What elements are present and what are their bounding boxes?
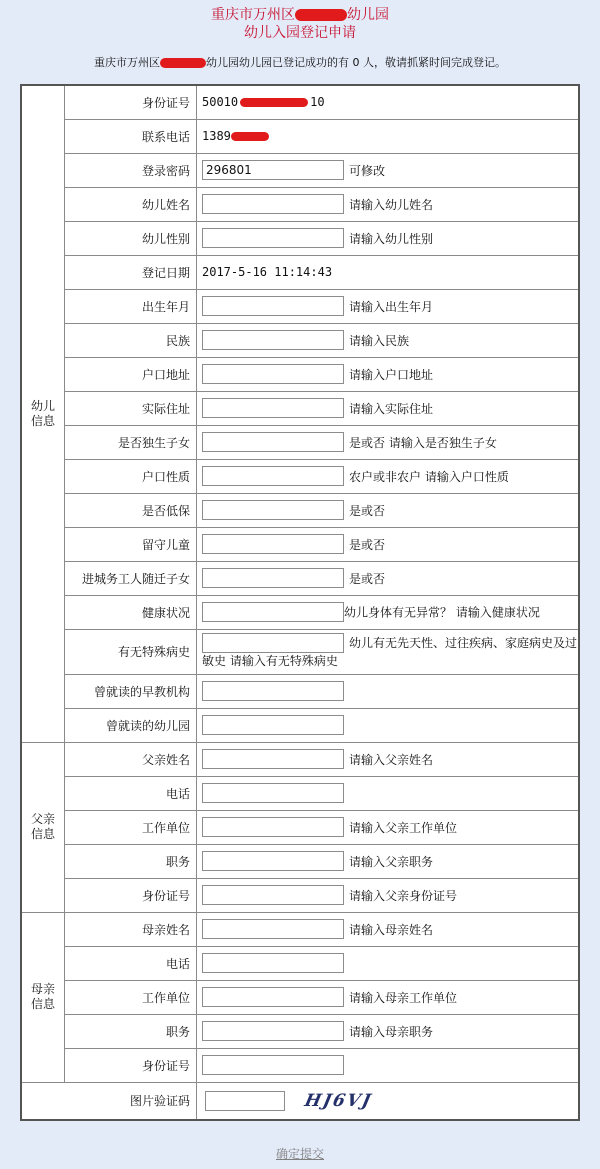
- field-hint: 请输入母亲职务: [349, 1024, 434, 1039]
- field-label: 幼儿姓名: [65, 187, 197, 221]
- form-row: [21, 980, 579, 1014]
- field-label: 联系电话: [65, 119, 197, 153]
- field-hint: 敏史 请输入有无特殊病史: [202, 654, 338, 668]
- field-hint: 请输入父亲姓名: [349, 752, 434, 767]
- field-hint: 幼儿身体有无异常？ 请输入健康状况: [344, 605, 540, 620]
- birth-date-input[interactable]: [202, 296, 344, 316]
- actual-address-input[interactable]: [202, 398, 344, 418]
- field-hint: 请输入幼儿姓名: [349, 197, 434, 212]
- disease-history-input[interactable]: [202, 633, 344, 653]
- field-label: 曾就读的幼儿园: [65, 708, 197, 742]
- form-row: [21, 1014, 579, 1048]
- left-behind-input[interactable]: [202, 534, 344, 554]
- field-label: 工作单位: [65, 980, 197, 1014]
- page-subtitle: 幼儿入园登记申请: [244, 25, 356, 41]
- mother-work-input[interactable]: [202, 987, 344, 1007]
- child-gender-input[interactable]: [202, 228, 344, 248]
- father-position-input[interactable]: [202, 851, 344, 871]
- form-row: [21, 119, 579, 153]
- field-hint: 请输入户口地址: [349, 367, 434, 382]
- redaction-mark: [295, 9, 347, 21]
- field-hint: 幼儿有无先天性、过往疾病、家庭病史及过: [349, 635, 578, 650]
- form-row: [21, 844, 579, 878]
- field-label: 进城务工人随迁子女: [65, 561, 197, 595]
- field-label: 户口性质: [65, 459, 197, 493]
- field-label: 身份证号: [65, 878, 197, 912]
- title-text-part1: 重庆市万州区: [211, 7, 295, 23]
- form-row: [21, 708, 579, 742]
- form-row: [21, 221, 579, 255]
- form-row: [21, 153, 579, 187]
- field-label: 登记日期: [65, 255, 197, 289]
- migrant-worker-child-input[interactable]: [202, 568, 344, 588]
- field-label: 母亲姓名: [65, 912, 197, 946]
- captcha-image[interactable]: HJ6VJ: [299, 1090, 379, 1112]
- field-hint: 请输入父亲身份证号: [349, 888, 458, 903]
- field-label: 身份证号: [65, 1048, 197, 1082]
- hukou-address-input[interactable]: [202, 364, 344, 384]
- field-hint: 请输入幼儿性别: [349, 231, 434, 246]
- low-income-input[interactable]: [202, 500, 344, 520]
- field-label: 父亲姓名: [65, 742, 197, 776]
- mother-id-input[interactable]: [202, 1055, 344, 1075]
- field-hint: 请输入出生年月: [349, 299, 434, 314]
- field-label: 实际住址: [65, 391, 197, 425]
- field-hint: 是或否: [349, 503, 386, 518]
- submit-button[interactable]: 确定提交: [275, 1147, 324, 1161]
- field-hint: 请输入父亲职务: [349, 854, 434, 869]
- field-hint: 请输入父亲工作单位: [349, 820, 458, 835]
- field-hint: 请输入母亲工作单位: [349, 990, 458, 1005]
- previous-kindergarten-input[interactable]: [202, 715, 344, 735]
- field-label: 民族: [65, 323, 197, 357]
- field-hint: 可修改: [349, 163, 386, 178]
- form-row: [21, 527, 579, 561]
- group-label-father: 父亲 信息: [21, 742, 65, 912]
- field-hint: 请输入民族: [349, 333, 410, 348]
- field-label: 曾就读的早教机构: [65, 674, 197, 708]
- form-row: [21, 289, 579, 323]
- father-name-input[interactable]: [202, 749, 344, 769]
- field-label: 电话: [65, 946, 197, 980]
- registration-form: [20, 84, 580, 1121]
- captcha-input[interactable]: [205, 1091, 285, 1111]
- form-row: [21, 357, 579, 391]
- registration-date-value: 2017-5-16 11:14:43: [197, 255, 580, 289]
- form-row: [21, 674, 579, 708]
- field-label: 职务: [65, 844, 197, 878]
- field-label: 户口地址: [65, 357, 197, 391]
- title-text-part2: 幼儿园: [347, 7, 389, 23]
- field-label: 健康状况: [65, 595, 197, 629]
- field-hint: 是或否: [349, 537, 386, 552]
- form-row: [21, 425, 579, 459]
- field-label: 出生年月: [65, 289, 197, 323]
- field-hint: 是或否 请输入是否独生子女: [349, 435, 497, 450]
- mother-phone-input[interactable]: [202, 953, 344, 973]
- group-label-mother: 母亲 信息: [21, 912, 65, 1082]
- form-row: [21, 1048, 579, 1082]
- form-row: [21, 85, 579, 119]
- field-label: 职务: [65, 1014, 197, 1048]
- field-label: 工作单位: [65, 810, 197, 844]
- field-label: 身份证号: [65, 85, 197, 119]
- page-title: [0, 4, 600, 24]
- health-input[interactable]: [202, 602, 344, 622]
- notice-text-part1: 重庆市万州区: [94, 56, 160, 69]
- form-row: [21, 323, 579, 357]
- mother-position-input[interactable]: [202, 1021, 344, 1041]
- form-row: [21, 459, 579, 493]
- field-hint: 请输入实际住址: [349, 401, 434, 416]
- field-label: 有无特殊病史: [65, 629, 197, 674]
- form-row: [21, 187, 579, 221]
- form-row: [21, 629, 579, 674]
- field-hint: 是或否: [349, 571, 386, 586]
- ethnic-input[interactable]: [202, 330, 344, 350]
- form-row: [21, 1082, 579, 1120]
- father-id-input[interactable]: [202, 885, 344, 905]
- field-hint: 请输入母亲姓名: [349, 922, 434, 937]
- form-row: [21, 595, 579, 629]
- redaction-mark: [160, 58, 206, 68]
- form-row: [21, 391, 579, 425]
- father-phone-input[interactable]: [202, 783, 344, 803]
- field-label: 是否独生子女: [65, 425, 197, 459]
- redaction-mark: [240, 98, 308, 107]
- field-label: 电话: [65, 776, 197, 810]
- hukou-type-input[interactable]: [202, 466, 344, 486]
- form-row: [21, 255, 579, 289]
- password-input[interactable]: 296801: [202, 160, 344, 180]
- form-row: [21, 561, 579, 595]
- form-row: [21, 946, 579, 980]
- mother-name-input[interactable]: [202, 919, 344, 939]
- field-label: 留守儿童: [65, 527, 197, 561]
- redaction-mark: [231, 132, 269, 141]
- registration-notice: [0, 54, 600, 70]
- child-phone-value: 1389: [197, 119, 580, 153]
- form-row: [21, 810, 579, 844]
- only-child-input[interactable]: [202, 432, 344, 452]
- field-label: 幼儿性别: [65, 221, 197, 255]
- form-row: [21, 776, 579, 810]
- form-row: [21, 742, 579, 776]
- father-work-input[interactable]: [202, 817, 344, 837]
- form-row: [21, 493, 579, 527]
- form-row: [21, 878, 579, 912]
- form-row: [21, 912, 579, 946]
- field-label: 图片验证码: [21, 1082, 197, 1120]
- group-label-child: 幼儿 信息: [21, 85, 65, 742]
- child-id-value: 50010 10: [197, 85, 580, 119]
- field-label: 是否低保: [65, 493, 197, 527]
- child-name-input[interactable]: [202, 194, 344, 214]
- notice-text-part2: 幼儿园幼儿园已登记成功的有 0 人，敬请抓紧时间完成登记。: [206, 56, 506, 69]
- field-hint: 农户或非农户 请输入户口性质: [349, 469, 509, 484]
- early-education-input[interactable]: [202, 681, 344, 701]
- field-label: 登录密码: [65, 153, 197, 187]
